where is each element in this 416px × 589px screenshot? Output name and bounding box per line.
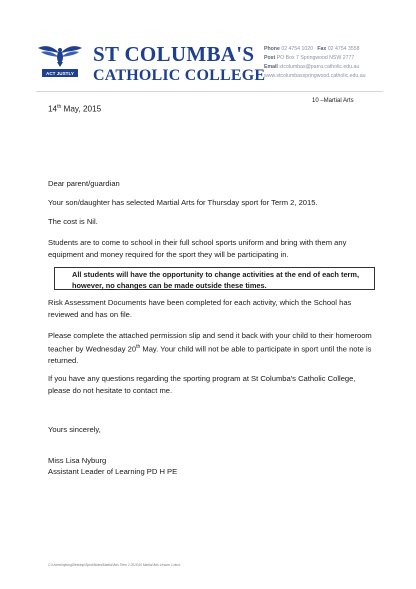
paragraph-risk-assessment: Risk Assessment Documents have been completed for each activity, which the School has reviewed and has on file. [48, 298, 352, 319]
postal-address: PO Box 7 Springwood NSW 2777 [276, 55, 355, 61]
school-name [93, 44, 265, 84]
school-crest-logo [36, 40, 84, 80]
signer-title: Assistant Leader of Learning PD H PE [48, 467, 178, 476]
paragraph-cost: The cost is Nil. [48, 217, 98, 226]
paragraph-selection: Your son/daughter has selected Martial Arts for Thursday sport for Term 2, 2015. [48, 198, 318, 207]
header-divider [36, 91, 383, 92]
contact-web-row [264, 72, 366, 81]
notice-box [54, 267, 375, 290]
crest-motto: ACT JUSTLY [46, 71, 74, 76]
file-path-footer: C:\Users\lnyburg\Desktop\Sport\Notes\Martial Arts Term 2 2015\10 Martial Arts Lesson 1.docx [48, 563, 181, 567]
contact-details [264, 45, 366, 81]
signer-name: Miss Lisa Nyburg [48, 456, 107, 465]
notice-line1: All students will have the opportunity to change activities at the end of each term, [72, 270, 360, 279]
phone-number: 02 4754 1020 [281, 46, 314, 52]
paragraph-uniform: Students are to come to school in their full school sports uniform and bring with them any equipment and money required for the sport they will be participating in. [48, 238, 347, 259]
notice-line2: however, no changes can be made outside these times. [72, 281, 267, 290]
reference-number: 10 –Martial Arts [312, 98, 354, 104]
letter-date: 14th May, 2015 [48, 104, 102, 114]
paragraph-permission-slip: Please complete the attached permission slip and send it back with your child to their homeroom teacher by Wednesday 20th May. Your child will not be able to participate in sport until the note is returned. [48, 331, 372, 365]
email-address: stcolumbas@parra.catholic.edu.au [279, 64, 360, 70]
school-name-line2: CATHOLIC COLLEGE [93, 67, 266, 84]
closing: Yours sincerely, [48, 425, 101, 434]
contact-phone-row: Phone 02 4754 1020 Fax 02 4754 3558 [264, 46, 360, 52]
contact-post-row: Post PO Box 7 Springwood NSW 2777 [264, 55, 355, 61]
paragraph-questions: If you have any questions regarding the sporting program at St Columba's Catholic College, please do not hesitate to contact me. [48, 374, 356, 395]
school-name-line1: ST COLUMBA'S [93, 42, 255, 66]
website-url: www.stcolumbasspringwood.catholic.edu.au [264, 73, 366, 79]
fax-number: 02 4754 3558 [327, 46, 360, 52]
contact-email-row: Email stcolumbas@parra.catholic.edu.au [264, 64, 360, 70]
salutation: Dear parent/guardian [48, 179, 120, 188]
